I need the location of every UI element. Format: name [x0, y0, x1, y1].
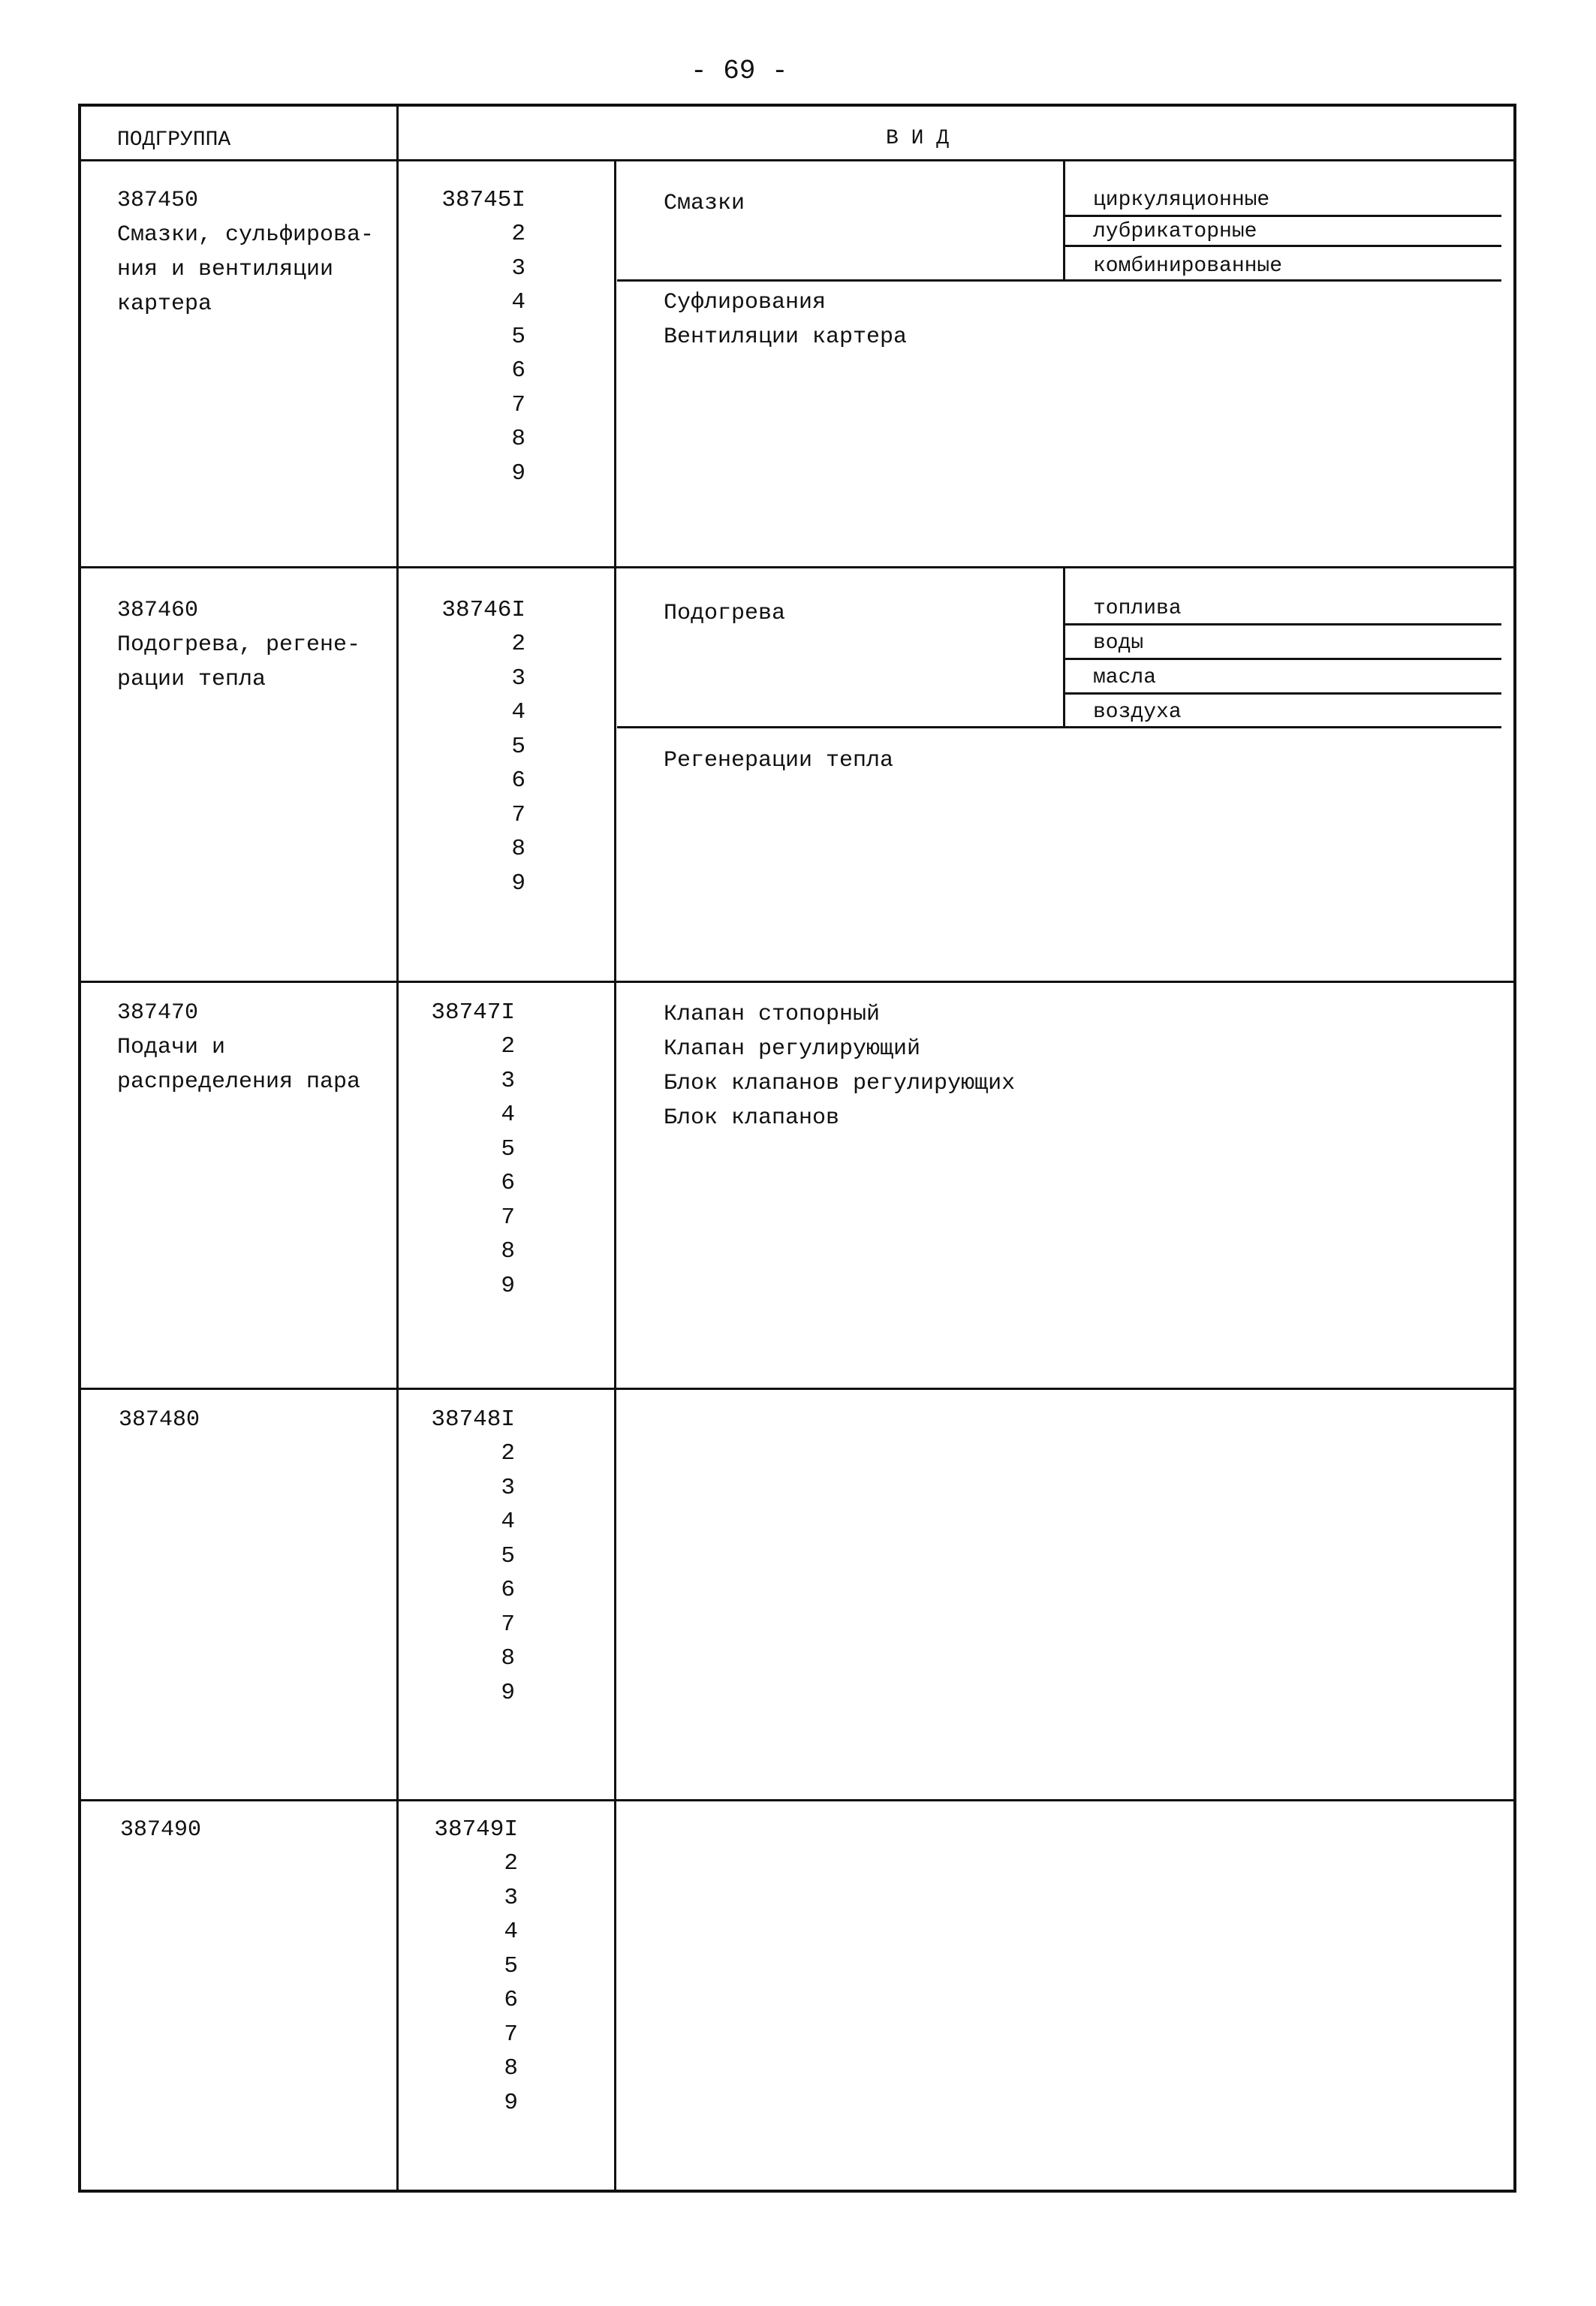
kind-number: 5: [501, 1543, 515, 1569]
column-divider-subgroup: [396, 104, 399, 2193]
kind-number: 4: [501, 1102, 515, 1128]
kind-label: Смазки: [664, 191, 745, 216]
kind-rule: [617, 726, 1501, 728]
group-separator: [78, 566, 1516, 568]
kind-number: 38748I: [431, 1406, 515, 1433]
page-number: - 69 -: [691, 56, 788, 86]
subtype-label: лубрикаторные: [1093, 220, 1257, 243]
kind-label: Суфлирования: [664, 290, 827, 315]
kind-label: Подогрева: [664, 601, 786, 626]
kind-number: 2: [511, 221, 525, 247]
subgroup-name-line: Подогрева, регене-: [117, 632, 361, 658]
kind-number: 8: [511, 836, 525, 862]
subtype-label: масла: [1093, 666, 1157, 689]
header-kind: В И Д: [886, 127, 950, 150]
kind-number: 7: [511, 392, 525, 418]
kind-number: 6: [511, 357, 525, 384]
kind-number: 38749I: [434, 1816, 518, 1843]
subtype-rule: [1063, 692, 1501, 695]
kind-number: 8: [511, 426, 525, 452]
column-divider-number: [614, 161, 616, 2193]
kind-number: 7: [501, 1204, 515, 1231]
kind-number: 9: [501, 1680, 515, 1706]
kind-number: 9: [501, 1273, 515, 1299]
subgroup-code: 387470: [117, 1000, 199, 1026]
kind-number: 3: [511, 255, 525, 282]
header-subgroup: ПОДГРУППА: [117, 128, 231, 152]
subtype-divider: [1063, 568, 1065, 726]
kind-number: 2: [504, 1850, 518, 1876]
classification-table: [78, 104, 1516, 2193]
subgroup-code: 387480: [119, 1407, 200, 1433]
subtype-divider: [1063, 161, 1065, 279]
kind-number: 5: [511, 734, 525, 760]
kind-number: 2: [501, 1440, 515, 1466]
kind-label: Регенерации тепла: [664, 748, 894, 773]
kind-label: Клапан стопорный: [664, 1002, 881, 1027]
kind-number: 9: [511, 870, 525, 897]
group-separator: [78, 981, 1516, 983]
kind-number: 2: [511, 631, 525, 657]
kind-label: Блок клапанов регулирующих: [664, 1071, 1016, 1096]
kind-number: 2: [501, 1033, 515, 1060]
subtype-rule: [1063, 245, 1501, 247]
kind-number: 5: [511, 324, 525, 350]
kind-number: 3: [501, 1475, 515, 1501]
subgroup-name-line: распределения пара: [117, 1069, 361, 1095]
kind-number: 7: [501, 1611, 515, 1638]
kind-number: 7: [511, 802, 525, 828]
kind-rule: [617, 279, 1501, 282]
subtype-label: топлива: [1093, 597, 1182, 620]
kind-number: 5: [501, 1136, 515, 1162]
subgroup-name-line: картера: [117, 291, 212, 317]
kind-number: 8: [501, 1238, 515, 1265]
subgroup-name-line: рации тепла: [117, 667, 267, 692]
subgroup-code: 387460: [117, 598, 199, 623]
kind-number: 6: [501, 1577, 515, 1603]
kind-number: 4: [511, 289, 525, 315]
kind-label: Клапан регулирующий: [664, 1036, 921, 1062]
kind-number: 38746I: [441, 597, 525, 623]
subtype-label: циркуляционные: [1093, 188, 1270, 212]
group-separator: [78, 1388, 1516, 1390]
subtype-rule: [1063, 658, 1501, 660]
kind-number: 38747I: [431, 999, 515, 1026]
kind-number: 9: [511, 460, 525, 487]
kind-number: 4: [501, 1509, 515, 1535]
kind-number: 6: [504, 1987, 518, 2013]
kind-number: 5: [504, 1953, 518, 1979]
subtype-label: комбинированные: [1093, 255, 1283, 278]
kind-number: 3: [511, 665, 525, 692]
kind-number: 8: [501, 1645, 515, 1671]
kind-number: 6: [501, 1170, 515, 1196]
kind-number: 8: [504, 2055, 518, 2081]
kind-number: 4: [511, 699, 525, 725]
subtype-label: воздуха: [1093, 701, 1182, 724]
subtype-label: воды: [1093, 632, 1144, 655]
group-separator: [78, 1799, 1516, 1801]
subgroup-name-line: ния и вентиляции: [117, 257, 334, 282]
subgroup-code: 387450: [117, 188, 199, 213]
kind-number: 6: [511, 767, 525, 794]
kind-label: Блок клапанов: [664, 1105, 840, 1131]
subtype-rule: [1063, 623, 1501, 625]
kind-number: 4: [504, 1919, 518, 1945]
subgroup-name-line: Подачи и: [117, 1035, 226, 1060]
kind-label: Вентиляции картера: [664, 324, 908, 350]
header-divider: [78, 159, 1516, 161]
kind-number: 38745I: [441, 187, 525, 213]
subgroup-name-line: Смазки, сульфирова-: [117, 222, 375, 248]
subgroup-code: 387490: [120, 1817, 202, 1843]
kind-number: 9: [504, 2090, 518, 2116]
kind-number: 7: [504, 2021, 518, 2048]
kind-number: 3: [504, 1885, 518, 1911]
kind-number: 3: [501, 1068, 515, 1094]
